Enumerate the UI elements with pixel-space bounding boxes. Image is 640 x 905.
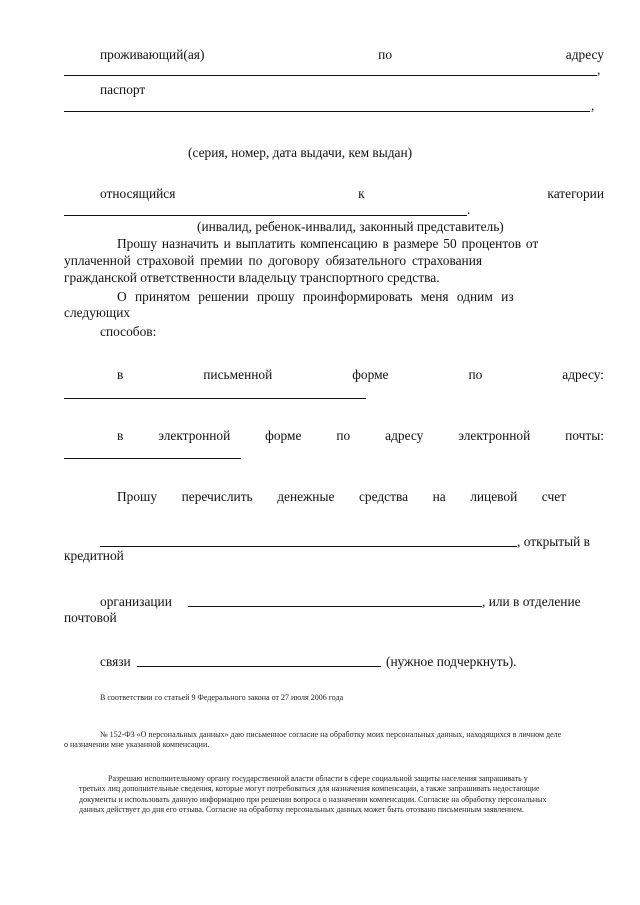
request-line-3: гражданской ответственности владельцу транспортного средства. (64, 270, 440, 285)
residence-word-3: адресу (565, 47, 604, 62)
post-label: связи (100, 654, 131, 669)
residence-word-1: проживающий(ая) (100, 47, 205, 62)
transfer-word-6: лицевой (470, 489, 518, 504)
written-word-2: письменной (203, 367, 273, 382)
request-line-1: Прошу назначить и выплатить компенсацию в размере 50 процентов от (117, 236, 539, 251)
org-suffix: , или в отделение (482, 594, 581, 609)
org-label: организации (100, 594, 172, 609)
electronic-word-1: в (117, 428, 124, 443)
permission-line-1: Разрешаю исполнительному органу государственной власти области в сфере социальной защиты населения запрашивать у (108, 774, 528, 783)
category-word-3: категории (547, 186, 604, 201)
category-hint: (инвалид, ребенок-инвалид, законный представитель) (197, 219, 504, 234)
electronic-form-line (117, 428, 604, 444)
permission-line-3: документы и использовать данную информацию при решении вопроса о назначении компенсации. Согласие на обработку персональных (79, 795, 547, 804)
org-next: почтовой (64, 610, 117, 625)
post-office-field[interactable] (137, 666, 381, 667)
address-field[interactable] (64, 75, 597, 76)
transfer-word-7: счет (541, 489, 566, 504)
passport-field-comma: , (591, 98, 595, 113)
org-name-field[interactable] (188, 606, 482, 607)
category-field[interactable] (64, 215, 467, 216)
address-field-comma: , (597, 62, 601, 77)
inform-line-2: следующих (64, 305, 131, 320)
email-field[interactable] (64, 458, 241, 459)
category-field-dot: . (467, 202, 471, 217)
written-word-1: в (117, 367, 124, 382)
electronic-word-2: электронной (158, 428, 231, 443)
account-next: кредитной (64, 548, 124, 563)
account-suffix: , открытый в (517, 534, 590, 549)
transfer-word-1: Прошу (117, 489, 158, 504)
permission-line-4: данных действует до дня его отзыва. Согласие на обработку персональных данных может быть отозвано письменным заявлением. (79, 805, 524, 814)
request-line-2: уплаченной страховой премии по договору обязательного страхования (64, 253, 483, 268)
written-word-4: по (468, 367, 483, 382)
transfer-word-3: денежные (277, 489, 335, 504)
category-word-1: относящийся (100, 186, 176, 201)
transfer-word-5: на (432, 489, 446, 504)
residence-line (100, 47, 604, 63)
written-word-3: форме (352, 367, 389, 382)
passport-hint: (серия, номер, дата выдачи, кем выдан) (188, 145, 413, 160)
account-number-field[interactable] (100, 546, 517, 547)
written-address-field[interactable] (64, 398, 366, 399)
passport-label: паспорт (100, 82, 146, 97)
permission-line-2: третьих лиц дополнительные сведения, которые могут потребоваться для назначения компенсации, а также запрашивать недостающие (79, 784, 540, 793)
transfer-word-2: перечислить (181, 489, 253, 504)
category-line (100, 186, 604, 202)
consent-line-2: № 152-ФЗ «О персональных данных» даю письменное согласие на обработку моих персональных данных, находящихся в личном деле (100, 730, 562, 739)
residence-word-2: по (378, 47, 393, 62)
consent-line-1: В соответствии со статьей 9 Федерального закона от 27 июля 2006 года (100, 693, 344, 702)
post-suffix: (нужное подчеркнуть). (386, 654, 517, 669)
consent-line-3: о назначении мне указанной компенсации. (64, 740, 210, 749)
electronic-word-3: форме (265, 428, 302, 443)
electronic-word-6: электронной (458, 428, 531, 443)
inform-line-3: способов: (100, 324, 157, 339)
inform-line-1: О принятом решении прошу проинформировать меня одним из (117, 289, 514, 304)
electronic-word-5: адресу (385, 428, 424, 443)
electronic-word-4: по (336, 428, 351, 443)
electronic-word-7: почты: (565, 428, 604, 443)
transfer-word-4: средства (358, 489, 409, 504)
passport-field[interactable] (64, 111, 590, 112)
category-word-2: к (358, 186, 365, 201)
transfer-line (117, 489, 566, 505)
written-word-5: адресу: (562, 367, 604, 382)
written-form-line (117, 367, 604, 383)
